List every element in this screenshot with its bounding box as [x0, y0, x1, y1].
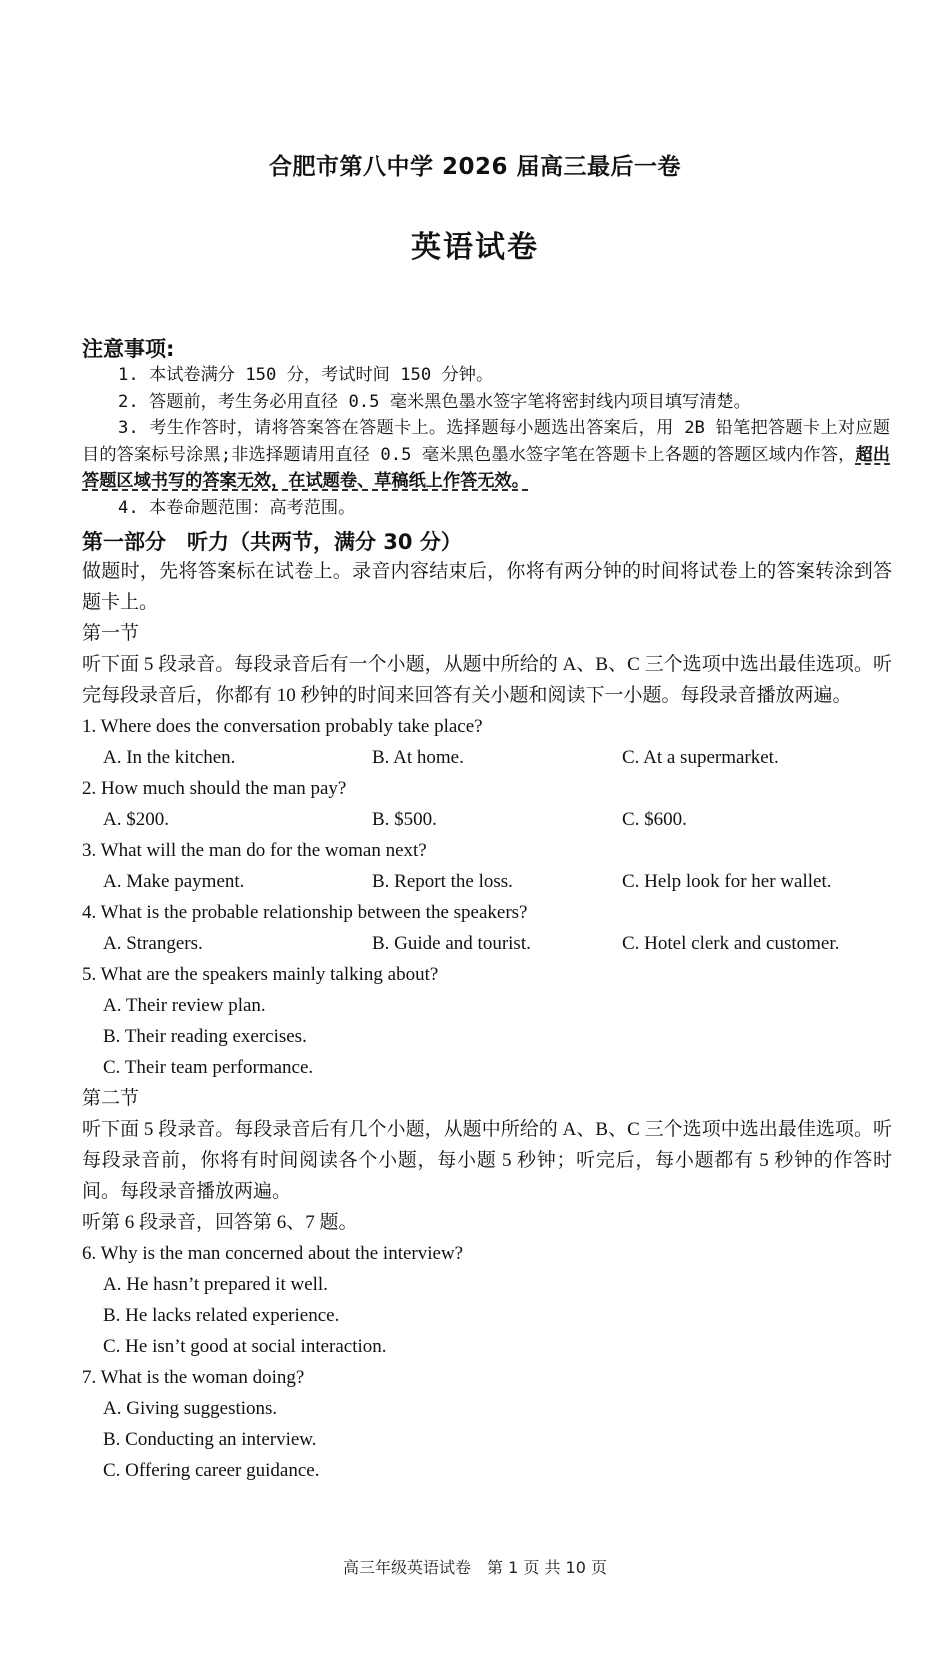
question-3 — [82, 835, 892, 897]
option-a: A. In the kitchen. — [103, 747, 236, 768]
question-options — [82, 928, 892, 959]
question-5 — [82, 959, 892, 1083]
option-b: B. Conducting an interview. — [103, 1429, 317, 1450]
question-stem: 7. What is the woman doing? — [82, 1367, 305, 1388]
question-7 — [82, 1362, 892, 1486]
question-1 — [82, 711, 892, 773]
notice-item-2: 2. 答题前，考生务必用直径 0.5 毫米黑色墨水签字笔将密封线内项目填写清楚。 — [118, 391, 751, 412]
exam-title: 英语试卷 — [411, 230, 539, 265]
notice-item-4: 4. 本卷命题范围：高考范围。 — [118, 497, 356, 518]
part1-body — [82, 556, 892, 1486]
audio-note: 听第 6 段录音，回答第 6、7 题。 — [82, 1212, 358, 1233]
option-c: C. He isn’t good at social interaction. — [103, 1336, 387, 1357]
option-c: C. Help look for her wallet. — [622, 871, 832, 892]
question-6 — [82, 1238, 892, 1362]
option-c: C. Offering career guidance. — [103, 1460, 320, 1481]
option-a: A. Make payment. — [103, 871, 245, 892]
notice-heading: 注意事项: — [82, 337, 175, 361]
option-b: B. Their reading exercises. — [103, 1026, 307, 1047]
school-title: 合肥市第八中学 2026 届高三最后一卷 — [268, 154, 682, 180]
notice-list — [82, 362, 890, 521]
notice-item-3 — [82, 415, 890, 495]
option-b: B. $500. — [372, 809, 437, 830]
option-b: B. He lacks related experience. — [103, 1305, 340, 1326]
option-a: A. Their review plan. — [103, 995, 266, 1016]
question-options — [82, 866, 892, 897]
option-a: A. He hasn’t prepared it well. — [103, 1274, 328, 1295]
question-stem: 5. What are the speakers mainly talking about? — [82, 964, 439, 985]
option-b: B. Report the loss. — [372, 871, 513, 892]
option-a: A. Strangers. — [103, 933, 203, 954]
part1-heading: 第一部分 听力（共两节，满分 30 分） — [82, 530, 462, 554]
question-options — [82, 804, 892, 835]
option-c: C. Their team performance. — [103, 1057, 314, 1078]
option-c: C. $600. — [622, 809, 687, 830]
option-c: C. At a supermarket. — [622, 747, 779, 768]
part1-intro: 做题时，先将答案标在试卷上。录音内容结束后，你将有两分钟的时间将试卷上的答案转涂到答题卡上。 — [82, 561, 892, 613]
section2-instructions: 听下面 5 段录音。每段录音后有几个小题，从题中所给的 A、B、C 三个选项中选出最佳选项。听每段录音前，你将有时间阅读各个小题，每小题 5 秒钟；听完后，每小题都有 5 秒钟的作答时间。每段录音播放两遍。 — [82, 1119, 892, 1202]
question-stem: 6. Why is the man concerned about the interview? — [82, 1243, 464, 1264]
section1-instructions: 听下面 5 段录音。每段录音后有一个小题，从题中所给的 A、B、C 三个选项中选出最佳选项。听完每段录音后，你都有 10 秒钟的时间来回答有关小题和阅读下一小题。每段录音播放两遍。 — [82, 654, 892, 706]
option-b: B. Guide and tourist. — [372, 933, 531, 954]
question-2 — [82, 773, 892, 835]
option-a: A. $200. — [103, 809, 169, 830]
question-stem: 1. Where does the conversation probably take place? — [82, 716, 483, 737]
section1-label: 第一节 — [82, 623, 140, 644]
notice-item-1: 1. 本试卷满分 150 分，考试时间 150 分钟。 — [118, 365, 494, 385]
section2-label: 第二节 — [82, 1088, 140, 1109]
option-a: A. Giving suggestions. — [103, 1398, 278, 1419]
question-stem: 3. What will the man do for the woman next? — [82, 840, 427, 861]
question-stem: 4. What is the probable relationship between the speakers? — [82, 902, 528, 923]
notice-emphasis: 超出答题区域书写的答案无效，在试题卷、草稿纸上作答无效。 — [82, 444, 890, 491]
option-c: C. Hotel clerk and customer. — [622, 933, 840, 954]
notice-item-3-text: 3. 考生作答时，请将答案答在答题卡上。选择题每小题选出答案后，用 2B 铅笔把答题卡上对应题目的答案标号涂黑;非选择题请用直径 0.5 毫米黑色墨水签字笔在答题卡上各题的答题区域内作答， — [82, 418, 890, 465]
question-options — [82, 742, 892, 773]
option-b: B. At home. — [372, 747, 464, 768]
question-4 — [82, 897, 892, 959]
question-stem: 2. How much should the man pay? — [82, 778, 347, 799]
page-footer: 高三年级英语试卷 第 1 页 共 10 页 — [343, 1558, 607, 1577]
